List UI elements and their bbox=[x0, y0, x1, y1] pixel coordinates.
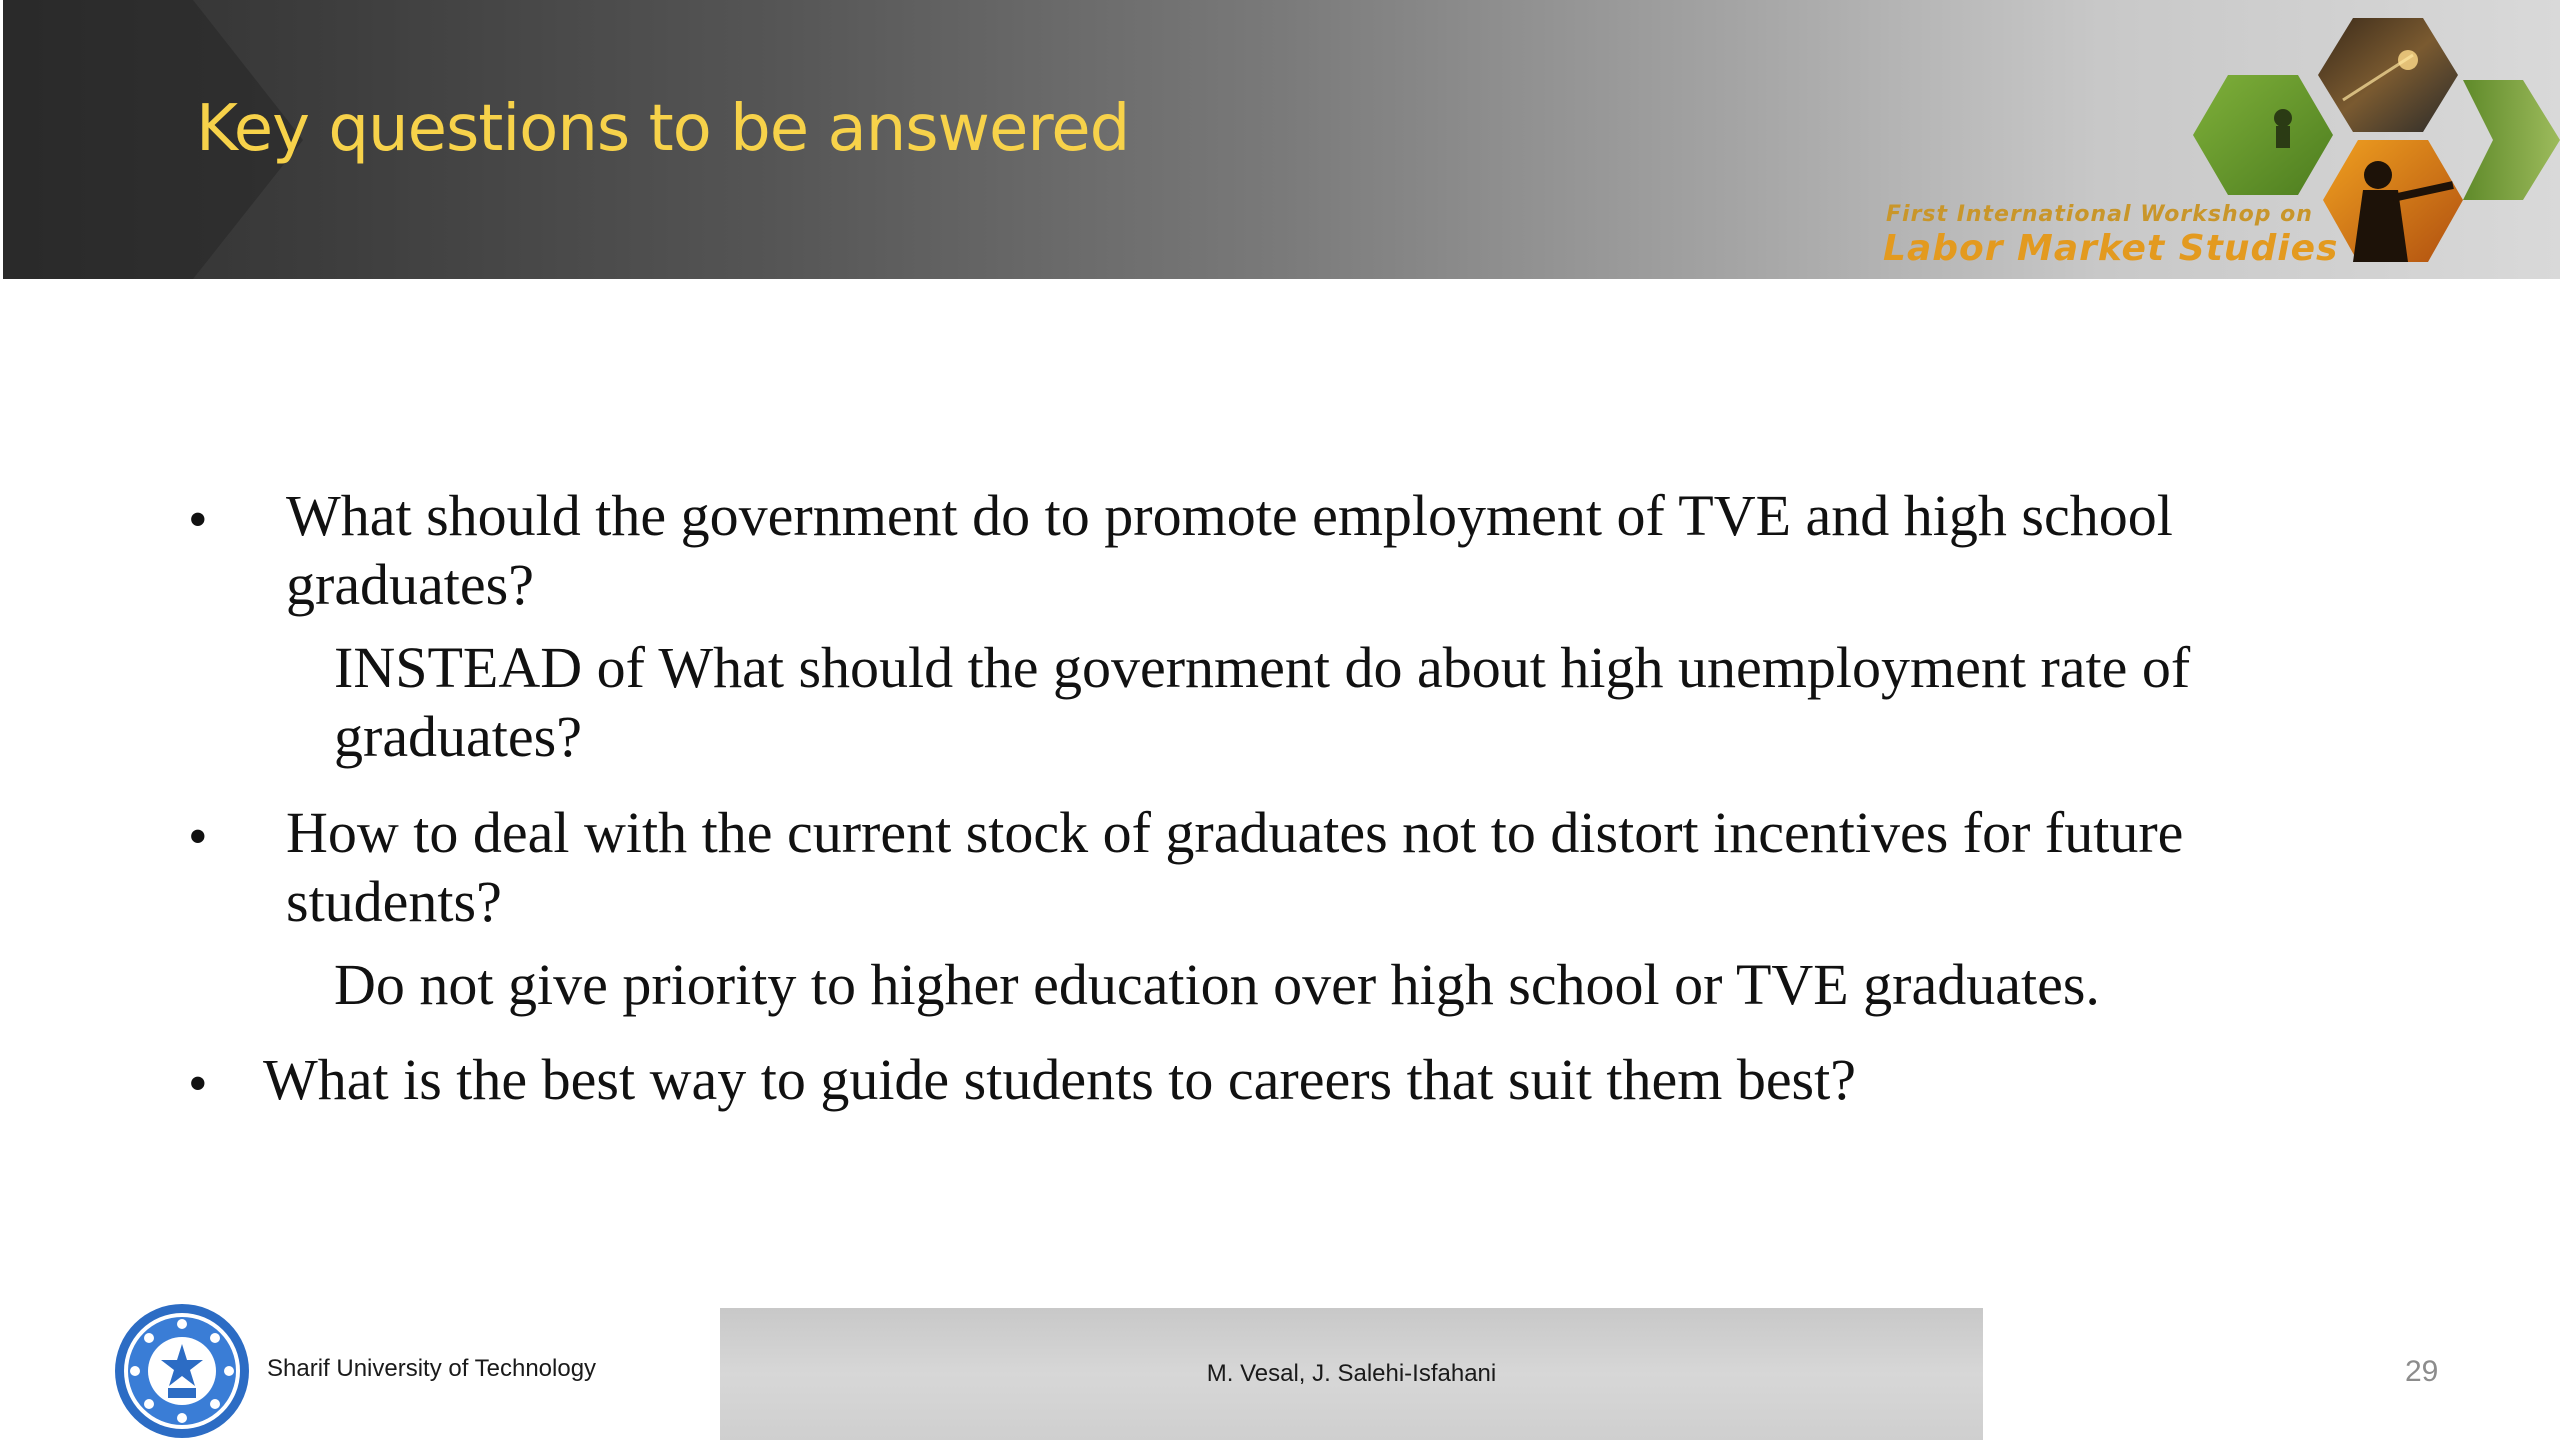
bullet-2-line-2: students? bbox=[286, 869, 502, 934]
authors: M. Vesal, J. Salehi-Isfahani bbox=[1206, 1360, 1497, 1387]
bullet-marker: • bbox=[188, 1053, 208, 1115]
bullet-3-line-1: What is the best way to guide students to careers that suit them best? bbox=[263, 1047, 1856, 1112]
bullet-1-line-1: What should the government do to promote employment of TVE and high school bbox=[286, 483, 2173, 548]
bullet-2-line-1: How to deal with the current stock of graduates not to distort incentives for future bbox=[286, 800, 2184, 865]
workshop-name-line1: First International Workshop on bbox=[1886, 202, 2313, 227]
slide-title: Key questions to be answered bbox=[196, 92, 1130, 166]
bullet-1-sub-line-1: INSTEAD of What should the government do about high unemployment rate of bbox=[334, 635, 2191, 700]
page-number: 29 bbox=[2405, 1355, 2439, 1388]
university-name: Sharif University of Technology bbox=[267, 1355, 597, 1382]
bullet-1-sub-line-2: graduates? bbox=[334, 704, 582, 769]
bullet-1-line-2: graduates? bbox=[286, 552, 534, 617]
author-bar bbox=[720, 1308, 1983, 1440]
workshop-name-line2: Labor Market Studies bbox=[1883, 228, 2339, 269]
bullet-marker: • bbox=[188, 806, 208, 868]
university-seal-icon bbox=[113, 1302, 251, 1440]
bullet-marker: • bbox=[188, 489, 208, 551]
bullet-2-sub-line-1: Do not give priority to higher education over high school or TVE graduates. bbox=[334, 952, 2100, 1017]
